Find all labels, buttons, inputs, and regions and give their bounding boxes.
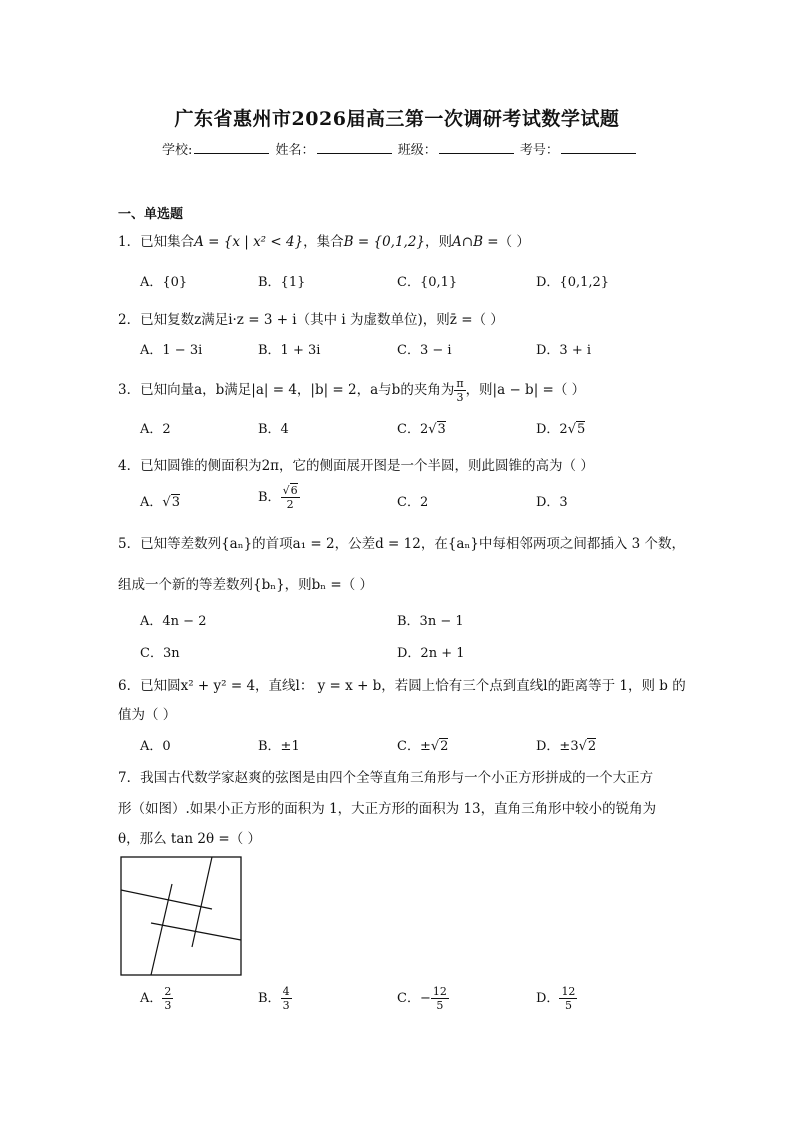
q4-option-a-label: A． — [140, 495, 163, 510]
q3-option-d-label: D．2 — [536, 422, 568, 437]
q1-mid: ，集合 — [303, 234, 344, 250]
q2-option-b[interactable]: B．1 + 3i — [258, 343, 321, 358]
triangle-edge-4 — [151, 884, 172, 975]
zhao-shuang-chord-diagram — [120, 856, 244, 978]
school-label: 学校: — [162, 143, 193, 158]
q7-option-a-den: 3 — [164, 999, 172, 1012]
q7-option-c[interactable] — [397, 985, 449, 1012]
q3-frac-den: 3 — [456, 391, 464, 404]
q2-option-a[interactable]: A．1 − 3i — [140, 343, 203, 358]
question-4: 4．已知圆锥的侧面积为2π，它的侧面展开图是一个半圆，则此圆锥的高为（ ） — [118, 458, 594, 474]
q1-option-d[interactable]: D．{0,1,2} — [536, 275, 610, 290]
outer-square — [121, 857, 241, 975]
q3-text-b: ，则|a − b| =（ ） — [465, 382, 586, 398]
q7-option-b-num: 4 — [282, 985, 290, 998]
q7-option-b-den: 3 — [282, 999, 290, 1012]
q3-option-c-label: C．2 — [397, 422, 429, 437]
class-label: 班级： — [397, 143, 437, 158]
q4-option-c[interactable]: C．2 — [397, 495, 429, 510]
q3-option-d[interactable]: D．2√5 — [536, 422, 586, 437]
question-6-line-2: 值为（ ） — [118, 707, 177, 723]
q1-prefix: 1．已知集合 — [118, 234, 195, 250]
q7-option-c-label: C．− — [397, 991, 431, 1006]
question-7-line-2: 形（如图）.如果小正方形的面积为 1，大正方形的面积为 13，直角三角形中较小的锐角为 — [118, 801, 657, 817]
q4-option-a-radicand: 3 — [171, 495, 180, 510]
q1-set-b: B = {0,1,2} — [343, 234, 426, 250]
q6-option-c-label: C．± — [397, 739, 431, 754]
q7-option-a[interactable] — [140, 985, 173, 1012]
question-7-line-3: θ，那么 tan 2θ =（ ） — [118, 831, 261, 847]
q7-option-b[interactable] — [258, 985, 292, 1012]
school-blank[interactable] — [194, 141, 269, 154]
q1-option-a[interactable]: A．{0} — [140, 275, 188, 290]
id-label: 考号： — [519, 143, 559, 158]
question-3 — [118, 377, 585, 404]
q7-option-d-den: 5 — [564, 999, 572, 1012]
q7-option-a-label: A． — [140, 991, 163, 1006]
q3-frac-num: π — [456, 377, 464, 390]
q4-option-b-num: √6 — [282, 484, 298, 497]
q3-text-a: 3．已知向量a，b满足|a| = 4，|b| = 2，a与b的夹角为 — [118, 382, 455, 398]
q7-option-a-num: 2 — [164, 985, 172, 998]
q3-option-c[interactable]: C．2√3 — [397, 422, 446, 437]
q1-end: ，则 — [425, 234, 453, 250]
student-info-line — [162, 139, 638, 158]
q1-option-b[interactable]: B．{1} — [258, 275, 306, 290]
class-blank[interactable] — [439, 141, 514, 154]
q7-option-d[interactable] — [536, 985, 577, 1012]
question-2: 2．已知复数z满足i·z = 3 + i（其中 i 为虚数单位)，则z̄ =（ ） — [118, 312, 504, 328]
q7-option-c-num: 12 — [432, 985, 447, 998]
q3-angle-fraction — [454, 377, 465, 404]
q3-option-b[interactable]: B．4 — [258, 422, 289, 437]
q6-option-b[interactable]: B．±1 — [258, 739, 300, 754]
section-title: 一、单选题 — [118, 207, 184, 222]
q1-set-a: A = {x | x² < 4} — [194, 234, 304, 250]
id-blank[interactable] — [561, 141, 636, 154]
q5-option-c[interactable]: C．3n — [140, 646, 180, 661]
name-label: 姓名： — [275, 143, 315, 158]
q6-option-c-radicand: 2 — [440, 739, 449, 754]
q7-option-d-fraction — [559, 985, 577, 1012]
q5-option-d[interactable]: D．2n + 1 — [397, 646, 465, 661]
q1-expr: A∩B — [452, 234, 483, 250]
question-1 — [118, 233, 530, 251]
q3-option-c-radicand: 3 — [437, 422, 446, 437]
q5-option-b[interactable]: B．3n − 1 — [397, 614, 464, 629]
q4-option-d[interactable]: D．3 — [536, 495, 568, 510]
q2-option-d[interactable]: D．3 + i — [536, 343, 592, 358]
q6-option-d-radicand: 2 — [587, 739, 597, 754]
q4-option-b-den: 2 — [286, 498, 294, 511]
page-title: 广东省惠州市2026届高三第一次调研考试数学试题 — [174, 108, 620, 130]
q3-option-d-radicand: 5 — [577, 422, 586, 437]
q7-option-a-fraction — [162, 985, 173, 1012]
q4-option-b-label: B． — [258, 490, 281, 505]
question-6-line-1: 6．已知圆x² + y² = 4，直线l： y = x + b，若圆上恰有三个点到直线l的距离等于 1，则 b 的 — [118, 678, 686, 694]
q6-option-d[interactable]: D．±3√2 — [536, 739, 597, 754]
q6-option-d-label: D．±3 — [536, 739, 579, 754]
q7-option-b-label: B． — [258, 991, 281, 1006]
question-5-line-1: 5．已知等差数列{aₙ}的首项a₁ = 2，公差d = 12，在{aₙ}中每相邻两项之间都插入 3 个数， — [118, 536, 686, 552]
q4-option-b-fraction — [281, 484, 300, 511]
q2-option-c[interactable]: C．3 − i — [397, 343, 452, 358]
q6-option-a[interactable]: A．0 — [140, 739, 171, 754]
question-7-line-1: 7．我国古代数学家赵爽的弦图是由四个全等直角三角形与一个小正方形拼成的一个大正方 — [118, 770, 654, 786]
q3-option-a[interactable]: A．2 — [140, 422, 171, 437]
q4-option-b-radicand: 6 — [290, 484, 298, 497]
q1-tail: =（ ） — [483, 234, 530, 250]
q7-option-c-fraction — [431, 985, 449, 1012]
q6-option-c[interactable]: C．±√2 — [397, 739, 449, 754]
q5-option-a[interactable]: A．4n − 2 — [140, 614, 207, 629]
q4-option-b[interactable] — [258, 484, 300, 511]
q1-option-c[interactable]: C．{0,1} — [397, 275, 458, 290]
question-5-line-2: 组成一个新的等差数列{bₙ}，则bₙ =（ ） — [118, 577, 374, 593]
q7-option-b-fraction — [281, 985, 292, 1012]
name-blank[interactable] — [317, 141, 392, 154]
q7-option-d-num: 12 — [561, 985, 576, 998]
q4-option-a[interactable]: A．√3 — [140, 495, 180, 510]
q7-option-d-label: D． — [536, 991, 560, 1006]
q7-option-c-den: 5 — [436, 999, 444, 1012]
triangle-edge-3 — [151, 923, 241, 940]
